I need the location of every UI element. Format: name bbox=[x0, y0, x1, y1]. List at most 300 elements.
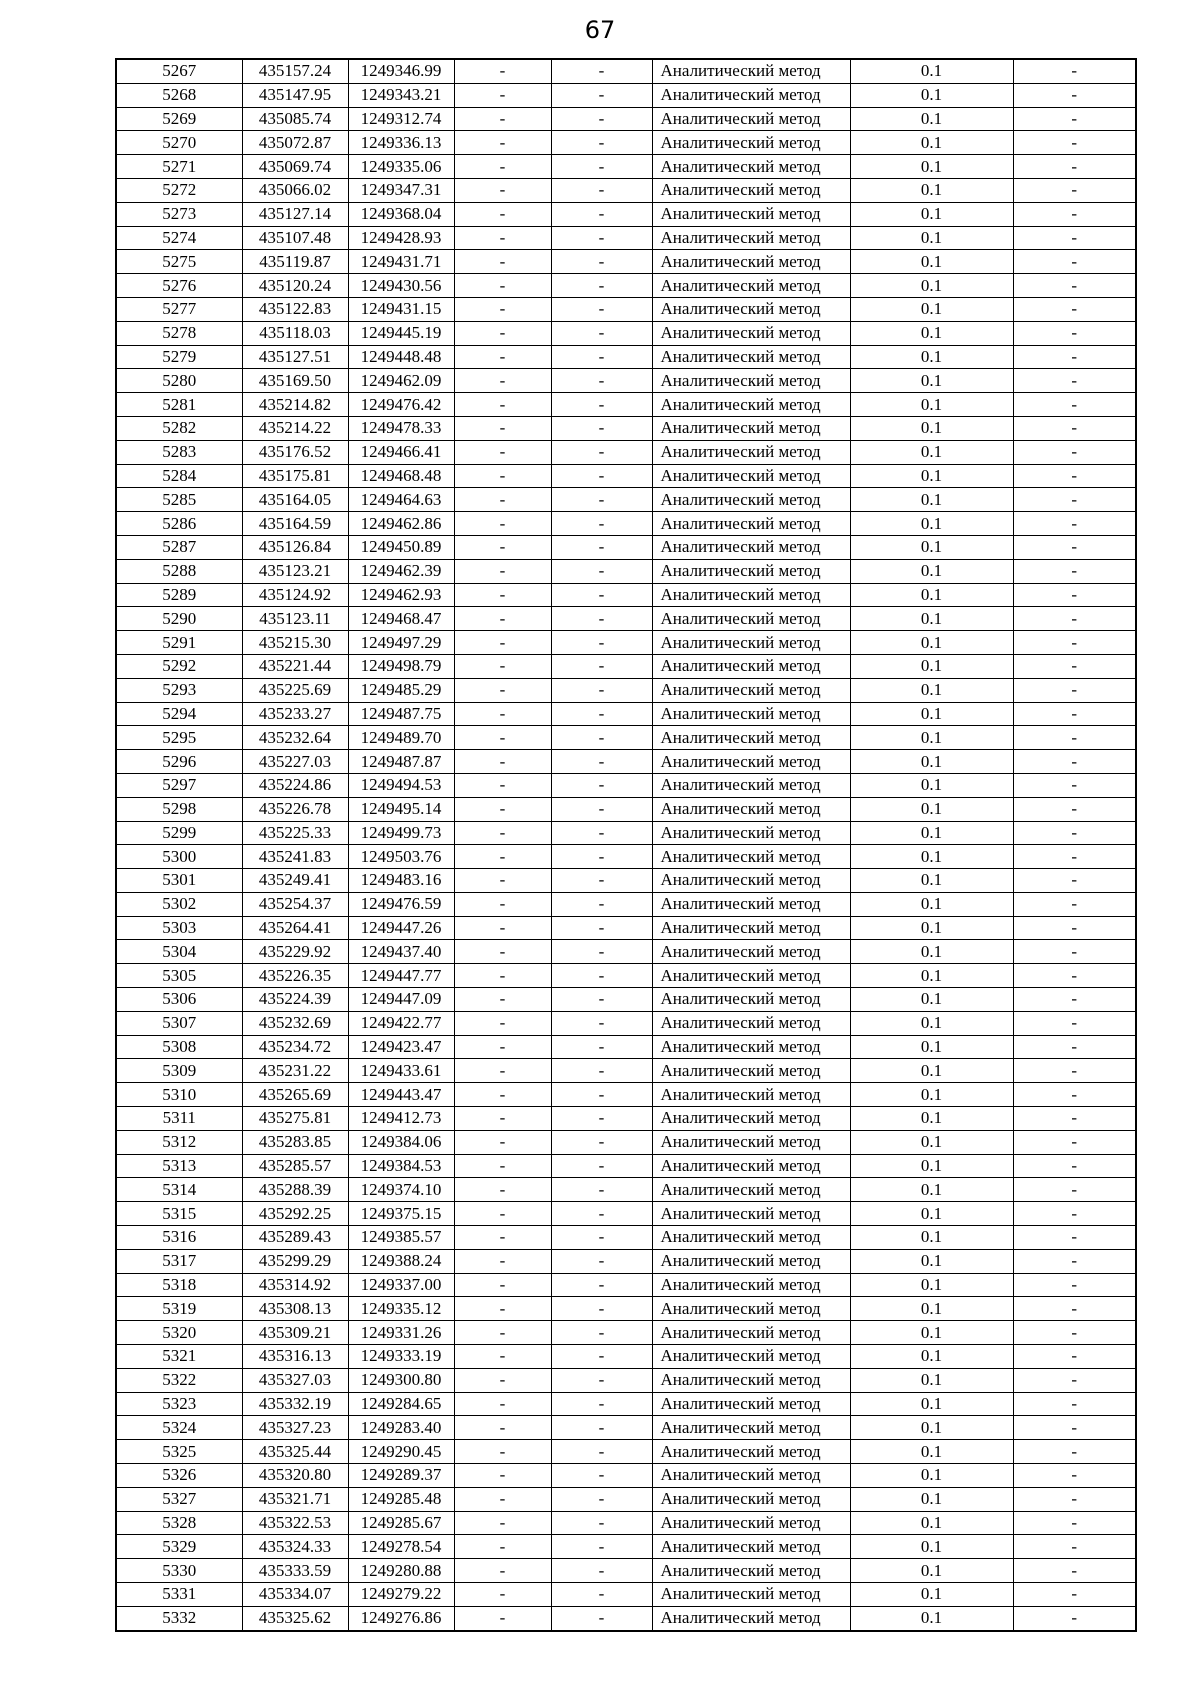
accuracy-cell: 0.1 bbox=[850, 1368, 1013, 1392]
col4-cell: - bbox=[454, 345, 551, 369]
table-row bbox=[116, 1249, 1136, 1273]
page-number: 67 bbox=[584, 16, 616, 44]
y-coordinate-cell: 1249468.48 bbox=[348, 464, 454, 488]
accuracy-cell: 0.1 bbox=[850, 1107, 1013, 1131]
point-number-cell: 5305 bbox=[116, 964, 242, 988]
point-number-cell: 5328 bbox=[116, 1511, 242, 1535]
point-number-cell: 5299 bbox=[116, 821, 242, 845]
col4-cell: - bbox=[454, 773, 551, 797]
point-number-cell: 5323 bbox=[116, 1392, 242, 1416]
x-coordinate-cell: 435164.59 bbox=[242, 512, 348, 536]
col4-cell: - bbox=[454, 1249, 551, 1273]
table-row bbox=[116, 654, 1136, 678]
col4-cell: - bbox=[454, 964, 551, 988]
col8-cell: - bbox=[1013, 393, 1136, 417]
y-coordinate-cell: 1249483.16 bbox=[348, 869, 454, 893]
table-row bbox=[116, 1416, 1136, 1440]
x-coordinate-cell: 435308.13 bbox=[242, 1297, 348, 1321]
point-number-cell: 5295 bbox=[116, 726, 242, 750]
accuracy-cell: 0.1 bbox=[850, 726, 1013, 750]
table-row bbox=[116, 559, 1136, 583]
y-coordinate-cell: 1249476.42 bbox=[348, 393, 454, 417]
point-number-cell: 5301 bbox=[116, 869, 242, 893]
x-coordinate-cell: 435288.39 bbox=[242, 1178, 348, 1202]
x-coordinate-cell: 435324.33 bbox=[242, 1535, 348, 1559]
point-number-cell: 5302 bbox=[116, 892, 242, 916]
x-coordinate-cell: 435320.80 bbox=[242, 1464, 348, 1488]
y-coordinate-cell: 1249285.67 bbox=[348, 1511, 454, 1535]
col5-cell: - bbox=[551, 1464, 652, 1488]
col5-cell: - bbox=[551, 607, 652, 631]
col4-cell: - bbox=[454, 1059, 551, 1083]
col5-cell: - bbox=[551, 1226, 652, 1250]
table-row bbox=[116, 393, 1136, 417]
col8-cell: - bbox=[1013, 1321, 1136, 1345]
col8-cell: - bbox=[1013, 1487, 1136, 1511]
col8-cell: - bbox=[1013, 250, 1136, 274]
x-coordinate-cell: 435241.83 bbox=[242, 845, 348, 869]
accuracy-cell: 0.1 bbox=[850, 892, 1013, 916]
method-cell: Аналитический метод bbox=[652, 1297, 850, 1321]
table-row bbox=[116, 178, 1136, 202]
accuracy-cell: 0.1 bbox=[850, 1511, 1013, 1535]
point-number-cell: 5300 bbox=[116, 845, 242, 869]
table-row bbox=[116, 678, 1136, 702]
x-coordinate-cell: 435229.92 bbox=[242, 940, 348, 964]
col5-cell: - bbox=[551, 1345, 652, 1369]
table-row bbox=[116, 1535, 1136, 1559]
y-coordinate-cell: 1249495.14 bbox=[348, 797, 454, 821]
y-coordinate-cell: 1249289.37 bbox=[348, 1464, 454, 1488]
x-coordinate-cell: 435119.87 bbox=[242, 250, 348, 274]
col5-cell: - bbox=[551, 797, 652, 821]
x-coordinate-cell: 435069.74 bbox=[242, 155, 348, 179]
col8-cell: - bbox=[1013, 1107, 1136, 1131]
y-coordinate-cell: 1249335.12 bbox=[348, 1297, 454, 1321]
col8-cell: - bbox=[1013, 1083, 1136, 1107]
table-row bbox=[116, 250, 1136, 274]
y-coordinate-cell: 1249448.48 bbox=[348, 345, 454, 369]
y-coordinate-cell: 1249284.65 bbox=[348, 1392, 454, 1416]
col8-cell: - bbox=[1013, 1345, 1136, 1369]
point-number-cell: 5325 bbox=[116, 1440, 242, 1464]
point-number-cell: 5308 bbox=[116, 1035, 242, 1059]
y-coordinate-cell: 1249290.45 bbox=[348, 1440, 454, 1464]
y-coordinate-cell: 1249503.76 bbox=[348, 845, 454, 869]
col5-cell: - bbox=[551, 464, 652, 488]
accuracy-cell: 0.1 bbox=[850, 226, 1013, 250]
point-number-cell: 5319 bbox=[116, 1297, 242, 1321]
col4-cell: - bbox=[454, 440, 551, 464]
accuracy-cell: 0.1 bbox=[850, 1583, 1013, 1607]
col4-cell: - bbox=[454, 464, 551, 488]
accuracy-cell: 0.1 bbox=[850, 440, 1013, 464]
method-cell: Аналитический метод bbox=[652, 131, 850, 155]
table-row bbox=[116, 773, 1136, 797]
method-cell: Аналитический метод bbox=[652, 107, 850, 131]
col8-cell: - bbox=[1013, 369, 1136, 393]
method-cell: Аналитический метод bbox=[652, 1345, 850, 1369]
col4-cell: - bbox=[454, 131, 551, 155]
x-coordinate-cell: 435176.52 bbox=[242, 440, 348, 464]
col5-cell: - bbox=[551, 1440, 652, 1464]
col8-cell: - bbox=[1013, 131, 1136, 155]
x-coordinate-cell: 435316.13 bbox=[242, 1345, 348, 1369]
accuracy-cell: 0.1 bbox=[850, 83, 1013, 107]
y-coordinate-cell: 1249279.22 bbox=[348, 1583, 454, 1607]
col5-cell: - bbox=[551, 1273, 652, 1297]
table-row bbox=[116, 1321, 1136, 1345]
col5-cell: - bbox=[551, 964, 652, 988]
point-number-cell: 5268 bbox=[116, 83, 242, 107]
y-coordinate-cell: 1249498.79 bbox=[348, 654, 454, 678]
col4-cell: - bbox=[454, 369, 551, 393]
x-coordinate-cell: 435264.41 bbox=[242, 916, 348, 940]
col5-cell: - bbox=[551, 654, 652, 678]
y-coordinate-cell: 1249462.93 bbox=[348, 583, 454, 607]
table-row bbox=[116, 750, 1136, 774]
accuracy-cell: 0.1 bbox=[850, 369, 1013, 393]
x-coordinate-cell: 435225.33 bbox=[242, 821, 348, 845]
point-number-cell: 5318 bbox=[116, 1273, 242, 1297]
point-number-cell: 5272 bbox=[116, 178, 242, 202]
x-coordinate-cell: 435285.57 bbox=[242, 1154, 348, 1178]
accuracy-cell: 0.1 bbox=[850, 1487, 1013, 1511]
method-cell: Аналитический метод bbox=[652, 988, 850, 1012]
accuracy-cell: 0.1 bbox=[850, 202, 1013, 226]
col8-cell: - bbox=[1013, 1606, 1136, 1630]
x-coordinate-cell: 435226.35 bbox=[242, 964, 348, 988]
col5-cell: - bbox=[551, 1535, 652, 1559]
method-cell: Аналитический метод bbox=[652, 1321, 850, 1345]
col8-cell: - bbox=[1013, 1464, 1136, 1488]
col4-cell: - bbox=[454, 226, 551, 250]
y-coordinate-cell: 1249385.57 bbox=[348, 1226, 454, 1250]
col4-cell: - bbox=[454, 1392, 551, 1416]
point-number-cell: 5315 bbox=[116, 1202, 242, 1226]
col5-cell: - bbox=[551, 750, 652, 774]
point-number-cell: 5303 bbox=[116, 916, 242, 940]
col4-cell: - bbox=[454, 869, 551, 893]
table-row bbox=[116, 1559, 1136, 1583]
col5-cell: - bbox=[551, 583, 652, 607]
point-number-cell: 5269 bbox=[116, 107, 242, 131]
accuracy-cell: 0.1 bbox=[850, 1273, 1013, 1297]
y-coordinate-cell: 1249300.80 bbox=[348, 1368, 454, 1392]
table-row bbox=[116, 107, 1136, 131]
col5-cell: - bbox=[551, 1107, 652, 1131]
col8-cell: - bbox=[1013, 1392, 1136, 1416]
col5-cell: - bbox=[551, 1511, 652, 1535]
table-row bbox=[116, 1273, 1136, 1297]
y-coordinate-cell: 1249431.15 bbox=[348, 297, 454, 321]
y-coordinate-cell: 1249447.26 bbox=[348, 916, 454, 940]
table-row bbox=[116, 631, 1136, 655]
col5-cell: - bbox=[551, 1249, 652, 1273]
accuracy-cell: 0.1 bbox=[850, 488, 1013, 512]
col4-cell: - bbox=[454, 1083, 551, 1107]
method-cell: Аналитический метод bbox=[652, 1226, 850, 1250]
col8-cell: - bbox=[1013, 321, 1136, 345]
point-number-cell: 5327 bbox=[116, 1487, 242, 1511]
col4-cell: - bbox=[454, 1154, 551, 1178]
accuracy-cell: 0.1 bbox=[850, 821, 1013, 845]
col5-cell: - bbox=[551, 178, 652, 202]
y-coordinate-cell: 1249336.13 bbox=[348, 131, 454, 155]
point-number-cell: 5294 bbox=[116, 702, 242, 726]
x-coordinate-cell: 435333.59 bbox=[242, 1559, 348, 1583]
col8-cell: - bbox=[1013, 1535, 1136, 1559]
point-number-cell: 5273 bbox=[116, 202, 242, 226]
table-row bbox=[116, 1297, 1136, 1321]
col4-cell: - bbox=[454, 1273, 551, 1297]
accuracy-cell: 0.1 bbox=[850, 1345, 1013, 1369]
table-row bbox=[116, 1440, 1136, 1464]
x-coordinate-cell: 435321.71 bbox=[242, 1487, 348, 1511]
method-cell: Аналитический метод bbox=[652, 1273, 850, 1297]
col5-cell: - bbox=[551, 821, 652, 845]
y-coordinate-cell: 1249374.10 bbox=[348, 1178, 454, 1202]
col4-cell: - bbox=[454, 845, 551, 869]
col4-cell: - bbox=[454, 535, 551, 559]
y-coordinate-cell: 1249335.06 bbox=[348, 155, 454, 179]
method-cell: Аналитический метод bbox=[652, 155, 850, 179]
col5-cell: - bbox=[551, 678, 652, 702]
table-row bbox=[116, 1464, 1136, 1488]
x-coordinate-cell: 435325.62 bbox=[242, 1606, 348, 1630]
table-row bbox=[116, 274, 1136, 298]
method-cell: Аналитический метод bbox=[652, 297, 850, 321]
y-coordinate-cell: 1249280.88 bbox=[348, 1559, 454, 1583]
x-coordinate-cell: 435233.27 bbox=[242, 702, 348, 726]
point-number-cell: 5307 bbox=[116, 1011, 242, 1035]
y-coordinate-cell: 1249423.47 bbox=[348, 1035, 454, 1059]
y-coordinate-cell: 1249447.09 bbox=[348, 988, 454, 1012]
col5-cell: - bbox=[551, 940, 652, 964]
method-cell: Аналитический метод bbox=[652, 702, 850, 726]
accuracy-cell: 0.1 bbox=[850, 250, 1013, 274]
col8-cell: - bbox=[1013, 107, 1136, 131]
point-number-cell: 5276 bbox=[116, 274, 242, 298]
accuracy-cell: 0.1 bbox=[850, 178, 1013, 202]
table-row bbox=[116, 1083, 1136, 1107]
col4-cell: - bbox=[454, 892, 551, 916]
point-number-cell: 5324 bbox=[116, 1416, 242, 1440]
method-cell: Аналитический метод bbox=[652, 345, 850, 369]
col8-cell: - bbox=[1013, 916, 1136, 940]
method-cell: Аналитический метод bbox=[652, 964, 850, 988]
col4-cell: - bbox=[454, 1368, 551, 1392]
y-coordinate-cell: 1249433.61 bbox=[348, 1059, 454, 1083]
method-cell: Аналитический метод bbox=[652, 393, 850, 417]
x-coordinate-cell: 435085.74 bbox=[242, 107, 348, 131]
y-coordinate-cell: 1249476.59 bbox=[348, 892, 454, 916]
col8-cell: - bbox=[1013, 773, 1136, 797]
point-number-cell: 5270 bbox=[116, 131, 242, 155]
method-cell: Аналитический метод bbox=[652, 512, 850, 536]
y-coordinate-cell: 1249343.21 bbox=[348, 83, 454, 107]
method-cell: Аналитический метод bbox=[652, 440, 850, 464]
x-coordinate-cell: 435232.64 bbox=[242, 726, 348, 750]
method-cell: Аналитический метод bbox=[652, 607, 850, 631]
col5-cell: - bbox=[551, 892, 652, 916]
col5-cell: - bbox=[551, 250, 652, 274]
col5-cell: - bbox=[551, 345, 652, 369]
table-row bbox=[116, 1345, 1136, 1369]
col8-cell: - bbox=[1013, 821, 1136, 845]
point-number-cell: 5332 bbox=[116, 1606, 242, 1630]
method-cell: Аналитический метод bbox=[652, 1416, 850, 1440]
col4-cell: - bbox=[454, 59, 551, 83]
y-coordinate-cell: 1249431.71 bbox=[348, 250, 454, 274]
table-row bbox=[116, 155, 1136, 179]
x-coordinate-cell: 435227.03 bbox=[242, 750, 348, 774]
coordinates-table bbox=[115, 58, 1137, 1632]
accuracy-cell: 0.1 bbox=[850, 916, 1013, 940]
col8-cell: - bbox=[1013, 1011, 1136, 1035]
point-number-cell: 5304 bbox=[116, 940, 242, 964]
method-cell: Аналитический метод bbox=[652, 1440, 850, 1464]
point-number-cell: 5290 bbox=[116, 607, 242, 631]
method-cell: Аналитический метод bbox=[652, 559, 850, 583]
col4-cell: - bbox=[454, 940, 551, 964]
x-coordinate-cell: 435299.29 bbox=[242, 1249, 348, 1273]
point-number-cell: 5312 bbox=[116, 1130, 242, 1154]
point-number-cell: 5282 bbox=[116, 416, 242, 440]
col4-cell: - bbox=[454, 1440, 551, 1464]
point-number-cell: 5329 bbox=[116, 1535, 242, 1559]
x-coordinate-cell: 435265.69 bbox=[242, 1083, 348, 1107]
col8-cell: - bbox=[1013, 83, 1136, 107]
point-number-cell: 5322 bbox=[116, 1368, 242, 1392]
point-number-cell: 5320 bbox=[116, 1321, 242, 1345]
table-row bbox=[116, 440, 1136, 464]
x-coordinate-cell: 435214.82 bbox=[242, 393, 348, 417]
table-row bbox=[116, 1154, 1136, 1178]
col8-cell: - bbox=[1013, 845, 1136, 869]
table-row bbox=[116, 464, 1136, 488]
col5-cell: - bbox=[551, 107, 652, 131]
table-row bbox=[116, 964, 1136, 988]
col5-cell: - bbox=[551, 202, 652, 226]
y-coordinate-cell: 1249447.77 bbox=[348, 964, 454, 988]
y-coordinate-cell: 1249430.56 bbox=[348, 274, 454, 298]
col8-cell: - bbox=[1013, 512, 1136, 536]
accuracy-cell: 0.1 bbox=[850, 1226, 1013, 1250]
method-cell: Аналитический метод bbox=[652, 1487, 850, 1511]
col4-cell: - bbox=[454, 1511, 551, 1535]
col5-cell: - bbox=[551, 512, 652, 536]
table-row bbox=[116, 1606, 1136, 1630]
accuracy-cell: 0.1 bbox=[850, 1606, 1013, 1630]
accuracy-cell: 0.1 bbox=[850, 155, 1013, 179]
col4-cell: - bbox=[454, 1011, 551, 1035]
table-row bbox=[116, 988, 1136, 1012]
col8-cell: - bbox=[1013, 702, 1136, 726]
y-coordinate-cell: 1249331.26 bbox=[348, 1321, 454, 1345]
y-coordinate-cell: 1249443.47 bbox=[348, 1083, 454, 1107]
col5-cell: - bbox=[551, 297, 652, 321]
method-cell: Аналитический метод bbox=[652, 1249, 850, 1273]
x-coordinate-cell: 435066.02 bbox=[242, 178, 348, 202]
col4-cell: - bbox=[454, 1583, 551, 1607]
point-number-cell: 5310 bbox=[116, 1083, 242, 1107]
method-cell: Аналитический метод bbox=[652, 654, 850, 678]
point-number-cell: 5313 bbox=[116, 1154, 242, 1178]
col5-cell: - bbox=[551, 488, 652, 512]
x-coordinate-cell: 435232.69 bbox=[242, 1011, 348, 1035]
col8-cell: - bbox=[1013, 202, 1136, 226]
method-cell: Аналитический метод bbox=[652, 488, 850, 512]
accuracy-cell: 0.1 bbox=[850, 1440, 1013, 1464]
y-coordinate-cell: 1249283.40 bbox=[348, 1416, 454, 1440]
col8-cell: - bbox=[1013, 440, 1136, 464]
method-cell: Аналитический метод bbox=[652, 369, 850, 393]
col4-cell: - bbox=[454, 1202, 551, 1226]
accuracy-cell: 0.1 bbox=[850, 416, 1013, 440]
method-cell: Аналитический метод bbox=[652, 1368, 850, 1392]
x-coordinate-cell: 435124.92 bbox=[242, 583, 348, 607]
point-number-cell: 5314 bbox=[116, 1178, 242, 1202]
method-cell: Аналитический метод bbox=[652, 1059, 850, 1083]
x-coordinate-cell: 435292.25 bbox=[242, 1202, 348, 1226]
col5-cell: - bbox=[551, 1392, 652, 1416]
accuracy-cell: 0.1 bbox=[850, 1321, 1013, 1345]
table-row bbox=[116, 59, 1136, 83]
table-row bbox=[116, 512, 1136, 536]
table-row bbox=[116, 726, 1136, 750]
col8-cell: - bbox=[1013, 488, 1136, 512]
col4-cell: - bbox=[454, 297, 551, 321]
y-coordinate-cell: 1249412.73 bbox=[348, 1107, 454, 1131]
y-coordinate-cell: 1249437.40 bbox=[348, 940, 454, 964]
method-cell: Аналитический метод bbox=[652, 892, 850, 916]
x-coordinate-cell: 435327.23 bbox=[242, 1416, 348, 1440]
col8-cell: - bbox=[1013, 1368, 1136, 1392]
y-coordinate-cell: 1249312.74 bbox=[348, 107, 454, 131]
col8-cell: - bbox=[1013, 1178, 1136, 1202]
col8-cell: - bbox=[1013, 583, 1136, 607]
col4-cell: - bbox=[454, 821, 551, 845]
method-cell: Аналитический метод bbox=[652, 940, 850, 964]
y-coordinate-cell: 1249337.00 bbox=[348, 1273, 454, 1297]
accuracy-cell: 0.1 bbox=[850, 559, 1013, 583]
method-cell: Аналитический метод bbox=[652, 750, 850, 774]
accuracy-cell: 0.1 bbox=[850, 1011, 1013, 1035]
method-cell: Аналитический метод bbox=[652, 202, 850, 226]
col8-cell: - bbox=[1013, 988, 1136, 1012]
col4-cell: - bbox=[454, 274, 551, 298]
col5-cell: - bbox=[551, 1011, 652, 1035]
y-coordinate-cell: 1249487.75 bbox=[348, 702, 454, 726]
x-coordinate-cell: 435225.69 bbox=[242, 678, 348, 702]
point-number-cell: 5279 bbox=[116, 345, 242, 369]
col8-cell: - bbox=[1013, 607, 1136, 631]
point-number-cell: 5326 bbox=[116, 1464, 242, 1488]
accuracy-cell: 0.1 bbox=[850, 1249, 1013, 1273]
y-coordinate-cell: 1249384.06 bbox=[348, 1130, 454, 1154]
accuracy-cell: 0.1 bbox=[850, 131, 1013, 155]
table-row bbox=[116, 1368, 1136, 1392]
point-number-cell: 5275 bbox=[116, 250, 242, 274]
accuracy-cell: 0.1 bbox=[850, 1559, 1013, 1583]
accuracy-cell: 0.1 bbox=[850, 583, 1013, 607]
col4-cell: - bbox=[454, 654, 551, 678]
col4-cell: - bbox=[454, 1487, 551, 1511]
method-cell: Аналитический метод bbox=[652, 250, 850, 274]
col4-cell: - bbox=[454, 107, 551, 131]
accuracy-cell: 0.1 bbox=[850, 845, 1013, 869]
